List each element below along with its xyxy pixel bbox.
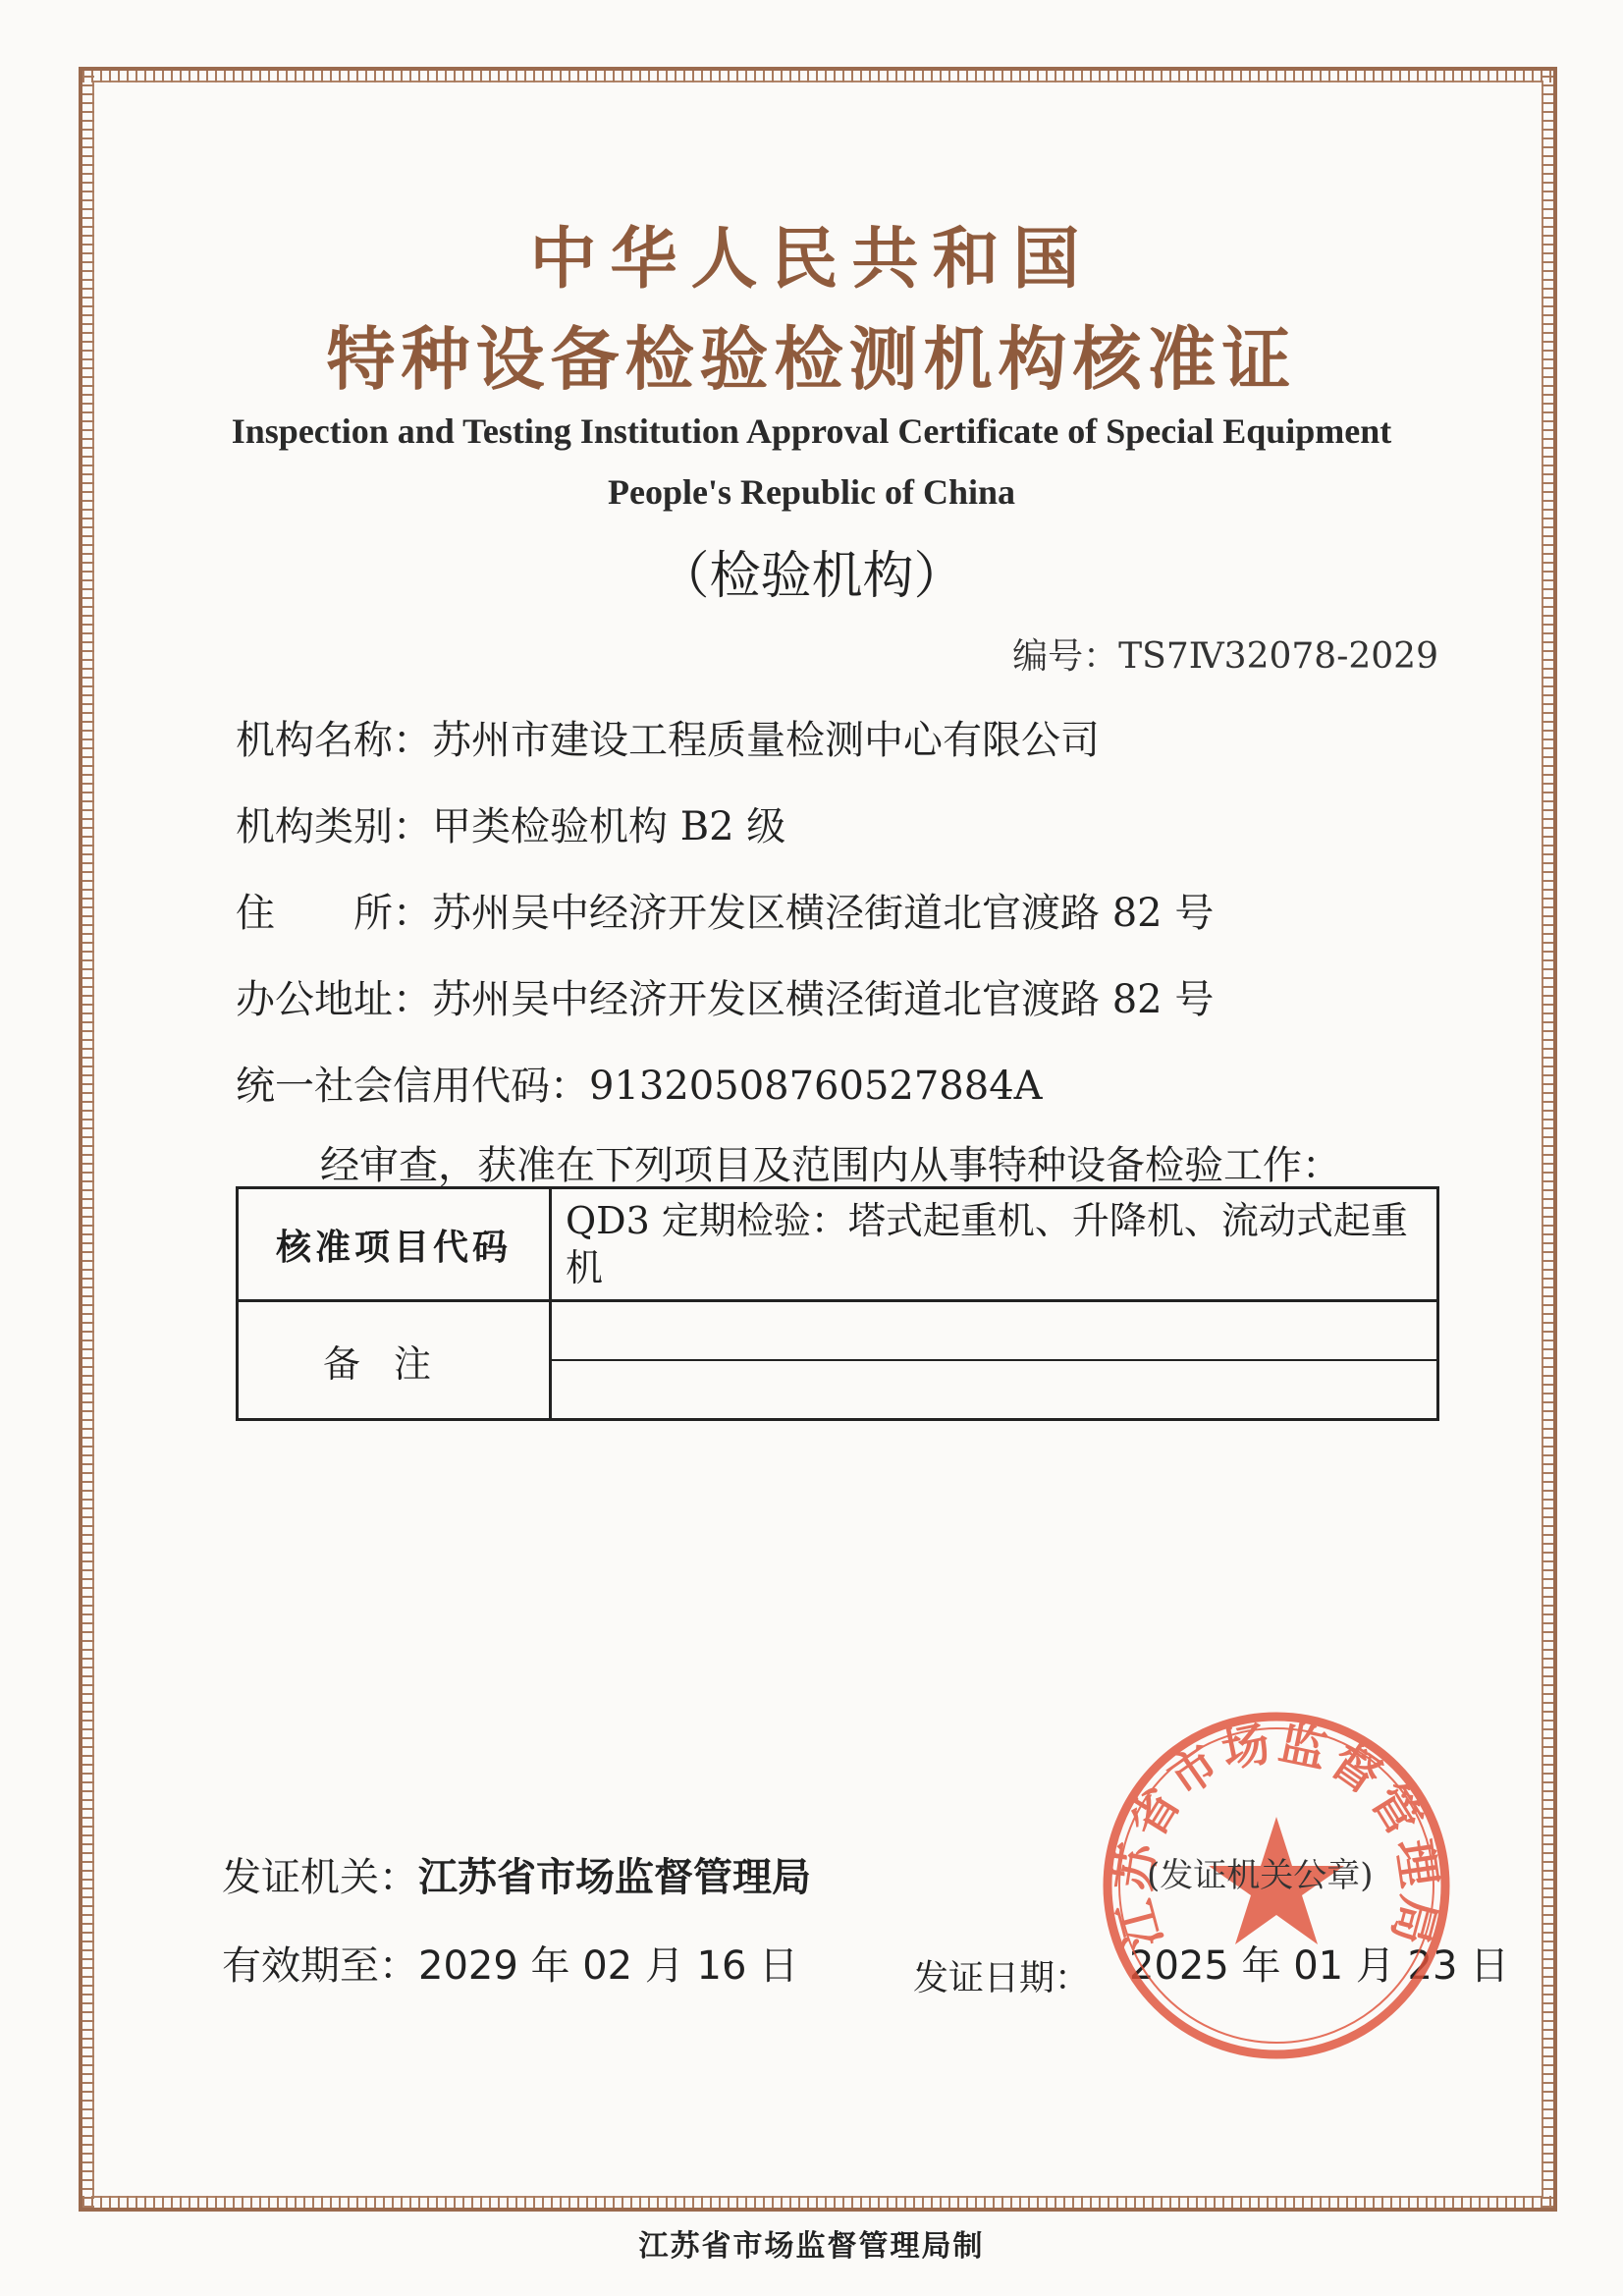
field-value: 91320508760527884A (589, 1064, 1043, 1109)
field-value: 苏州市建设工程质量检测中心有限公司 (432, 718, 1100, 763)
table-row (238, 1188, 1438, 1301)
footer-issuer: 江苏省市场监督管理局制 (638, 2229, 985, 2264)
field-label: 统一社会信用代码： (236, 1064, 589, 1109)
field-label: 住 所： (236, 891, 432, 936)
approval-intro: 经审查，获准在下列项目及范围内从事特种设备检验工作： (320, 1143, 1341, 1188)
issue-date-label: 发证日期： (913, 1958, 1091, 1998)
code-value: QD3 定期检验：塔式起重机、升降机、流动式起重机 (551, 1188, 1438, 1301)
valid-label: 有效期至： (222, 1943, 418, 1989)
field-value: 苏州吴中经济开发区横泾街道北官渡路 82 号 (432, 977, 1215, 1022)
serial-number (1012, 629, 1438, 679)
field-label: 机构类别： (236, 804, 432, 849)
field-institution-name (236, 709, 1100, 765)
valid-until (222, 1935, 798, 1991)
title-english-line1: Inspection and Testing Institution Approval Certificate of Special Equipment (231, 411, 1392, 451)
field-credit-code (236, 1055, 1043, 1111)
serial-label: 编号： (1012, 636, 1119, 677)
code-header: 核准项目代码 (238, 1188, 551, 1301)
field-label: 机构名称： (236, 718, 432, 763)
valid-value: 2029 年 02 月 16 日 (418, 1943, 799, 1989)
field-domicile (236, 882, 1214, 938)
subtitle: （检验机构） (658, 547, 965, 606)
seal-text: 江苏省市场监督管理局 (1106, 1715, 1447, 1954)
note-line (552, 1304, 1436, 1361)
title-english-line2: People's Republic of China (607, 472, 1016, 512)
issue-date-value: 2025 年 01 月 23 日 (1129, 1943, 1510, 1989)
seal-note: (发证机关公章) (1147, 1856, 1374, 1895)
issuer-label: 发证机关： (222, 1855, 418, 1900)
scope-table (236, 1186, 1439, 1421)
serial-value: TS7Ⅳ32078-2029 (1118, 636, 1438, 677)
field-office-address (236, 968, 1214, 1024)
fret-pattern-top (82, 71, 1553, 82)
issuer-value: 江苏省市场监督管理局 (418, 1855, 811, 1900)
title-country: 中华人民共和国 (529, 221, 1094, 299)
field-institution-category (236, 795, 785, 851)
table-row (238, 1301, 1438, 1420)
issuing-authority (222, 1846, 811, 1902)
fret-pattern-bottom (82, 2196, 1553, 2208)
note-header: 备注 (238, 1301, 551, 1420)
field-value: 甲类检验机构 B2 级 (432, 804, 786, 849)
title-certificate: 特种设备检验检测机构核准证 (326, 319, 1297, 400)
note-line (552, 1361, 1436, 1416)
field-value: 苏州吴中经济开发区横泾街道北官渡路 82 号 (432, 891, 1215, 936)
field-label: 办公地址： (236, 977, 432, 1022)
note-value (551, 1301, 1438, 1420)
